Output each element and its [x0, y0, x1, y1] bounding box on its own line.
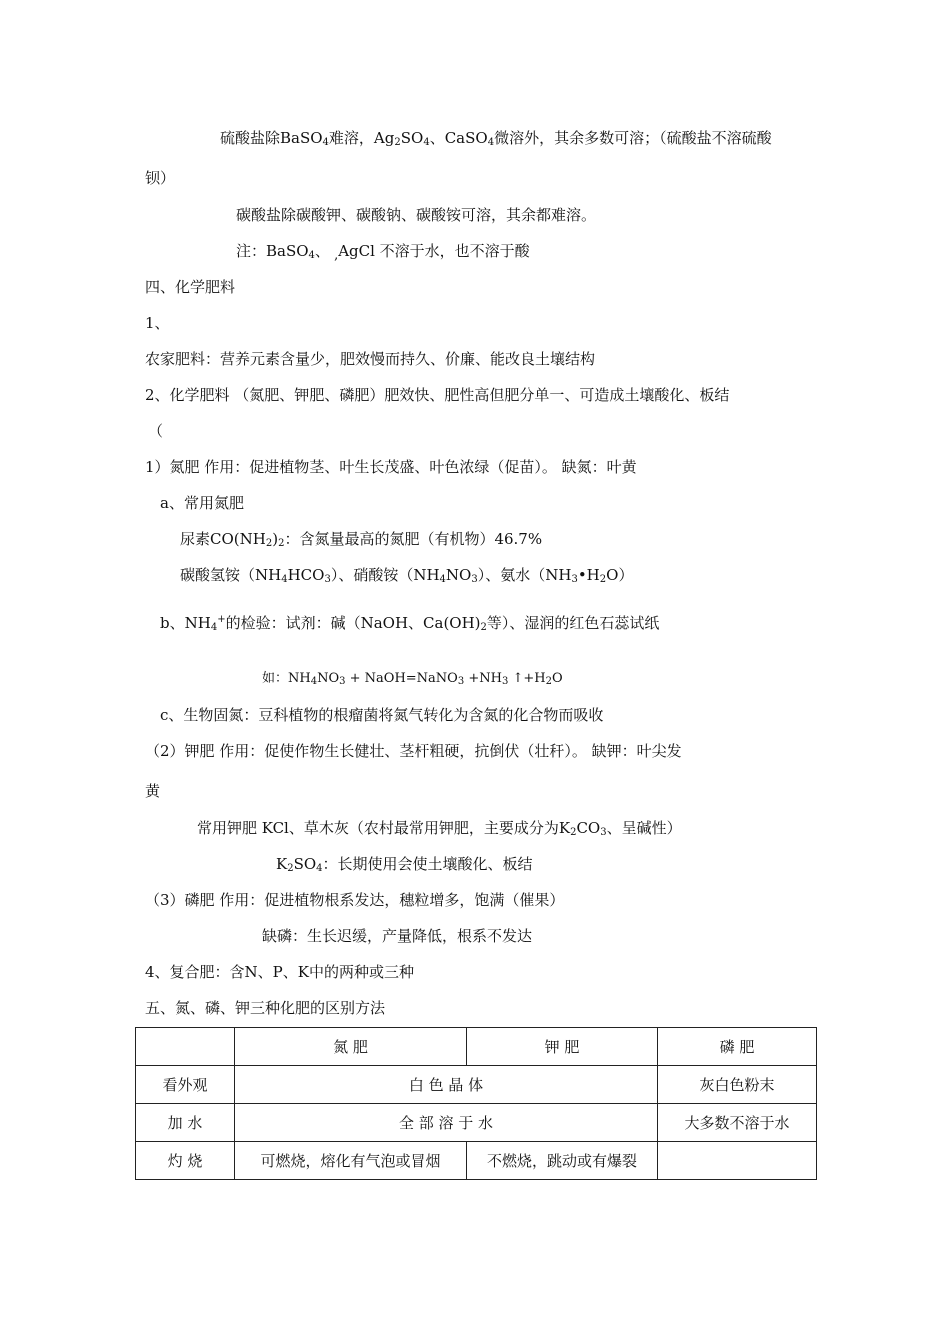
subscript: 2 [265, 538, 273, 549]
subscript: 3 [600, 827, 607, 838]
reaction-equation-line [262, 669, 563, 689]
text-run: ）、硝酸铵（NH [330, 566, 440, 584]
text-run: SO [293, 855, 317, 873]
common-nitrogen-heading: a、常用氮肥 [160, 494, 244, 512]
text-run: ：长期使用会使土壤酸化、板结 [322, 855, 533, 873]
table-cell: 大多数不溶于水 [658, 1104, 817, 1142]
subscript: 4 [308, 250, 315, 261]
text-run: ) [272, 530, 279, 548]
subscript: 2 [394, 137, 401, 148]
text-run: 常用钾肥 KCl、草木灰（农村最常用钾肥，主要成分为K [197, 819, 571, 837]
subscript: 2 [599, 574, 607, 585]
subscript: 4 [423, 137, 430, 148]
ammonium-salts-line [180, 565, 633, 585]
sulfate-rule-line [220, 128, 772, 148]
table-cell [658, 1142, 817, 1180]
subscript: 2 [545, 676, 552, 687]
paren-line: （ [148, 422, 164, 440]
text-run: 碳酸氢铵（NH [180, 566, 282, 584]
table-cell: 灰白色粉末 [658, 1066, 817, 1104]
sulfate-rule-continuation: 钡） [145, 169, 176, 187]
text-run: 、CaSO [429, 129, 488, 147]
subscript: 2 [278, 538, 285, 549]
text-run: 如：NH [262, 671, 311, 686]
table-header-cell: 氮 肥 [235, 1028, 467, 1066]
section-heading-distinction: 五、氮、磷、钾三种化肥的区别方法 [145, 999, 386, 1017]
subscript: 3 [471, 574, 478, 585]
table-header-cell: 磷 肥 [658, 1028, 817, 1066]
table-cell: 可燃烧，熔化有气泡或冒烟 [235, 1142, 467, 1180]
row-label: 加 水 [136, 1104, 235, 1142]
table-row [136, 1066, 817, 1104]
note-line: 注：BaSO$_4$、 ,AgCl 不溶于水，也不溶于酸 [236, 242, 530, 263]
text-run: 微溶外，其余多数可溶；（硫酸盐不溶硫酸 [494, 129, 772, 147]
subscript: 4 [316, 863, 323, 874]
subscript: 2 [570, 827, 577, 838]
row-label: 看外观 [136, 1066, 235, 1104]
text-run: 、 [314, 242, 330, 260]
subscript: 4 [487, 137, 495, 148]
biological-fixation-line: c、生物固氮：豆科植物的根瘤菌将氮气转化为含氮的化合物而吸收 [160, 706, 604, 724]
text-run: 尿素CO(NH [180, 530, 266, 548]
text-run: NO [317, 671, 340, 686]
compound-fertilizer-line: 4、复合肥：含N、P、K中的两种或三种 [145, 963, 414, 981]
phosphorus-fertilizer-line: （3）磷肥 作用：促进植物根系发达，穗粒增多，饱满（催果） [145, 891, 565, 909]
text-run: ）、氨水（NH [477, 566, 572, 584]
table-row [136, 1142, 817, 1180]
common-potassium-line [197, 818, 682, 838]
text-run: ：含氮量最高的氮肥（有机物）46.7% [284, 530, 543, 548]
carbonate-rule-line: 碳酸盐除碳酸钾、碳酸钠、碳酸铵可溶，其余都难溶。 [236, 206, 597, 224]
table-header-cell [136, 1028, 235, 1066]
subscript: 4 [310, 676, 318, 687]
text-run: + NaOH=NaNO [345, 671, 458, 686]
farm-manure-line: 农家肥料：营养元素含量少，肥效慢而持久、价廉、能改良土壤结构 [145, 350, 596, 368]
text-run: 等）、湿润的红色石蕊试纸 [486, 614, 660, 632]
nitrogen-fertilizer-line: 1）氮肥 作用：促进植物茎、叶生长茂盛、叶色浓绿（促苗）。 缺氮：叶黄 [145, 458, 637, 476]
subscript: 4 [439, 574, 446, 585]
chemical-fertilizer-line: 2、化学肥料 （氮肥、钾肥、磷肥）肥效快、肥性高但肥分单一、可造成土壤酸化、板结 [145, 386, 730, 404]
text-run: 、呈碱性） [606, 819, 682, 837]
subscript: 3 [501, 676, 509, 687]
item-number-1: 1、 [145, 314, 170, 332]
text-run: CO [576, 819, 601, 837]
subscript: 4 [210, 622, 218, 633]
table-header-row [136, 1028, 817, 1066]
superscript: + [217, 614, 226, 625]
subscript: 3 [324, 574, 331, 585]
table-cell: 白 色 晶 体 [235, 1066, 658, 1104]
text-run: NO [445, 566, 472, 584]
subscript: 4 [322, 137, 329, 148]
urea-line [180, 529, 542, 549]
phosphorus-deficiency-line: 缺磷：生长迟缓，产量降低，根系不发达 [262, 927, 533, 945]
subscript: 3 [457, 676, 465, 687]
subscript: 3 [571, 574, 578, 585]
text-run: 难溶，Ag [328, 129, 395, 147]
text-run: O） [606, 566, 634, 584]
text-run: 硫酸盐除BaSO [220, 129, 323, 147]
subscript: 2 [287, 863, 294, 874]
potassium-sulfate-line [276, 854, 533, 874]
section-heading-fertilizer: 四、化学肥料 [145, 278, 236, 296]
text-run: +NH [464, 671, 502, 686]
fertilizer-comparison-table [135, 1027, 817, 1180]
row-label: 灼 烧 [136, 1142, 235, 1180]
text-run: ↑+H [508, 671, 546, 686]
text-run: b、NH [160, 614, 211, 632]
ammonium-test-line [160, 613, 659, 633]
text-run: K [276, 855, 288, 873]
table-row [136, 1104, 817, 1142]
text-run: 的检验：试剂：碱（NaOH、Ca(OH) [225, 614, 481, 632]
text-run: AgCl 不溶于水，也不溶于酸 [338, 242, 530, 260]
potassium-continuation: 黄 [145, 782, 161, 800]
potassium-fertilizer-line: （2）钾肥 作用：促使作物生长健壮、茎杆粗硬，抗倒伏（壮秆）。 缺钾：叶尖发 [145, 742, 682, 760]
subscript: 2 [480, 622, 487, 633]
subscript: 4 [281, 574, 288, 585]
text-run: SO [400, 129, 424, 147]
text-run: O [551, 671, 563, 686]
subscript: 3 [339, 676, 346, 687]
text-run: •H [577, 566, 600, 584]
table-cell: 全 部 溶 于 水 [235, 1104, 658, 1142]
text-run: HCO [287, 566, 325, 584]
text-run: 注：BaSO [236, 242, 309, 260]
table-header-cell: 钾 肥 [467, 1028, 658, 1066]
table-cell: 不燃烧，跳动或有爆裂 [467, 1142, 658, 1180]
